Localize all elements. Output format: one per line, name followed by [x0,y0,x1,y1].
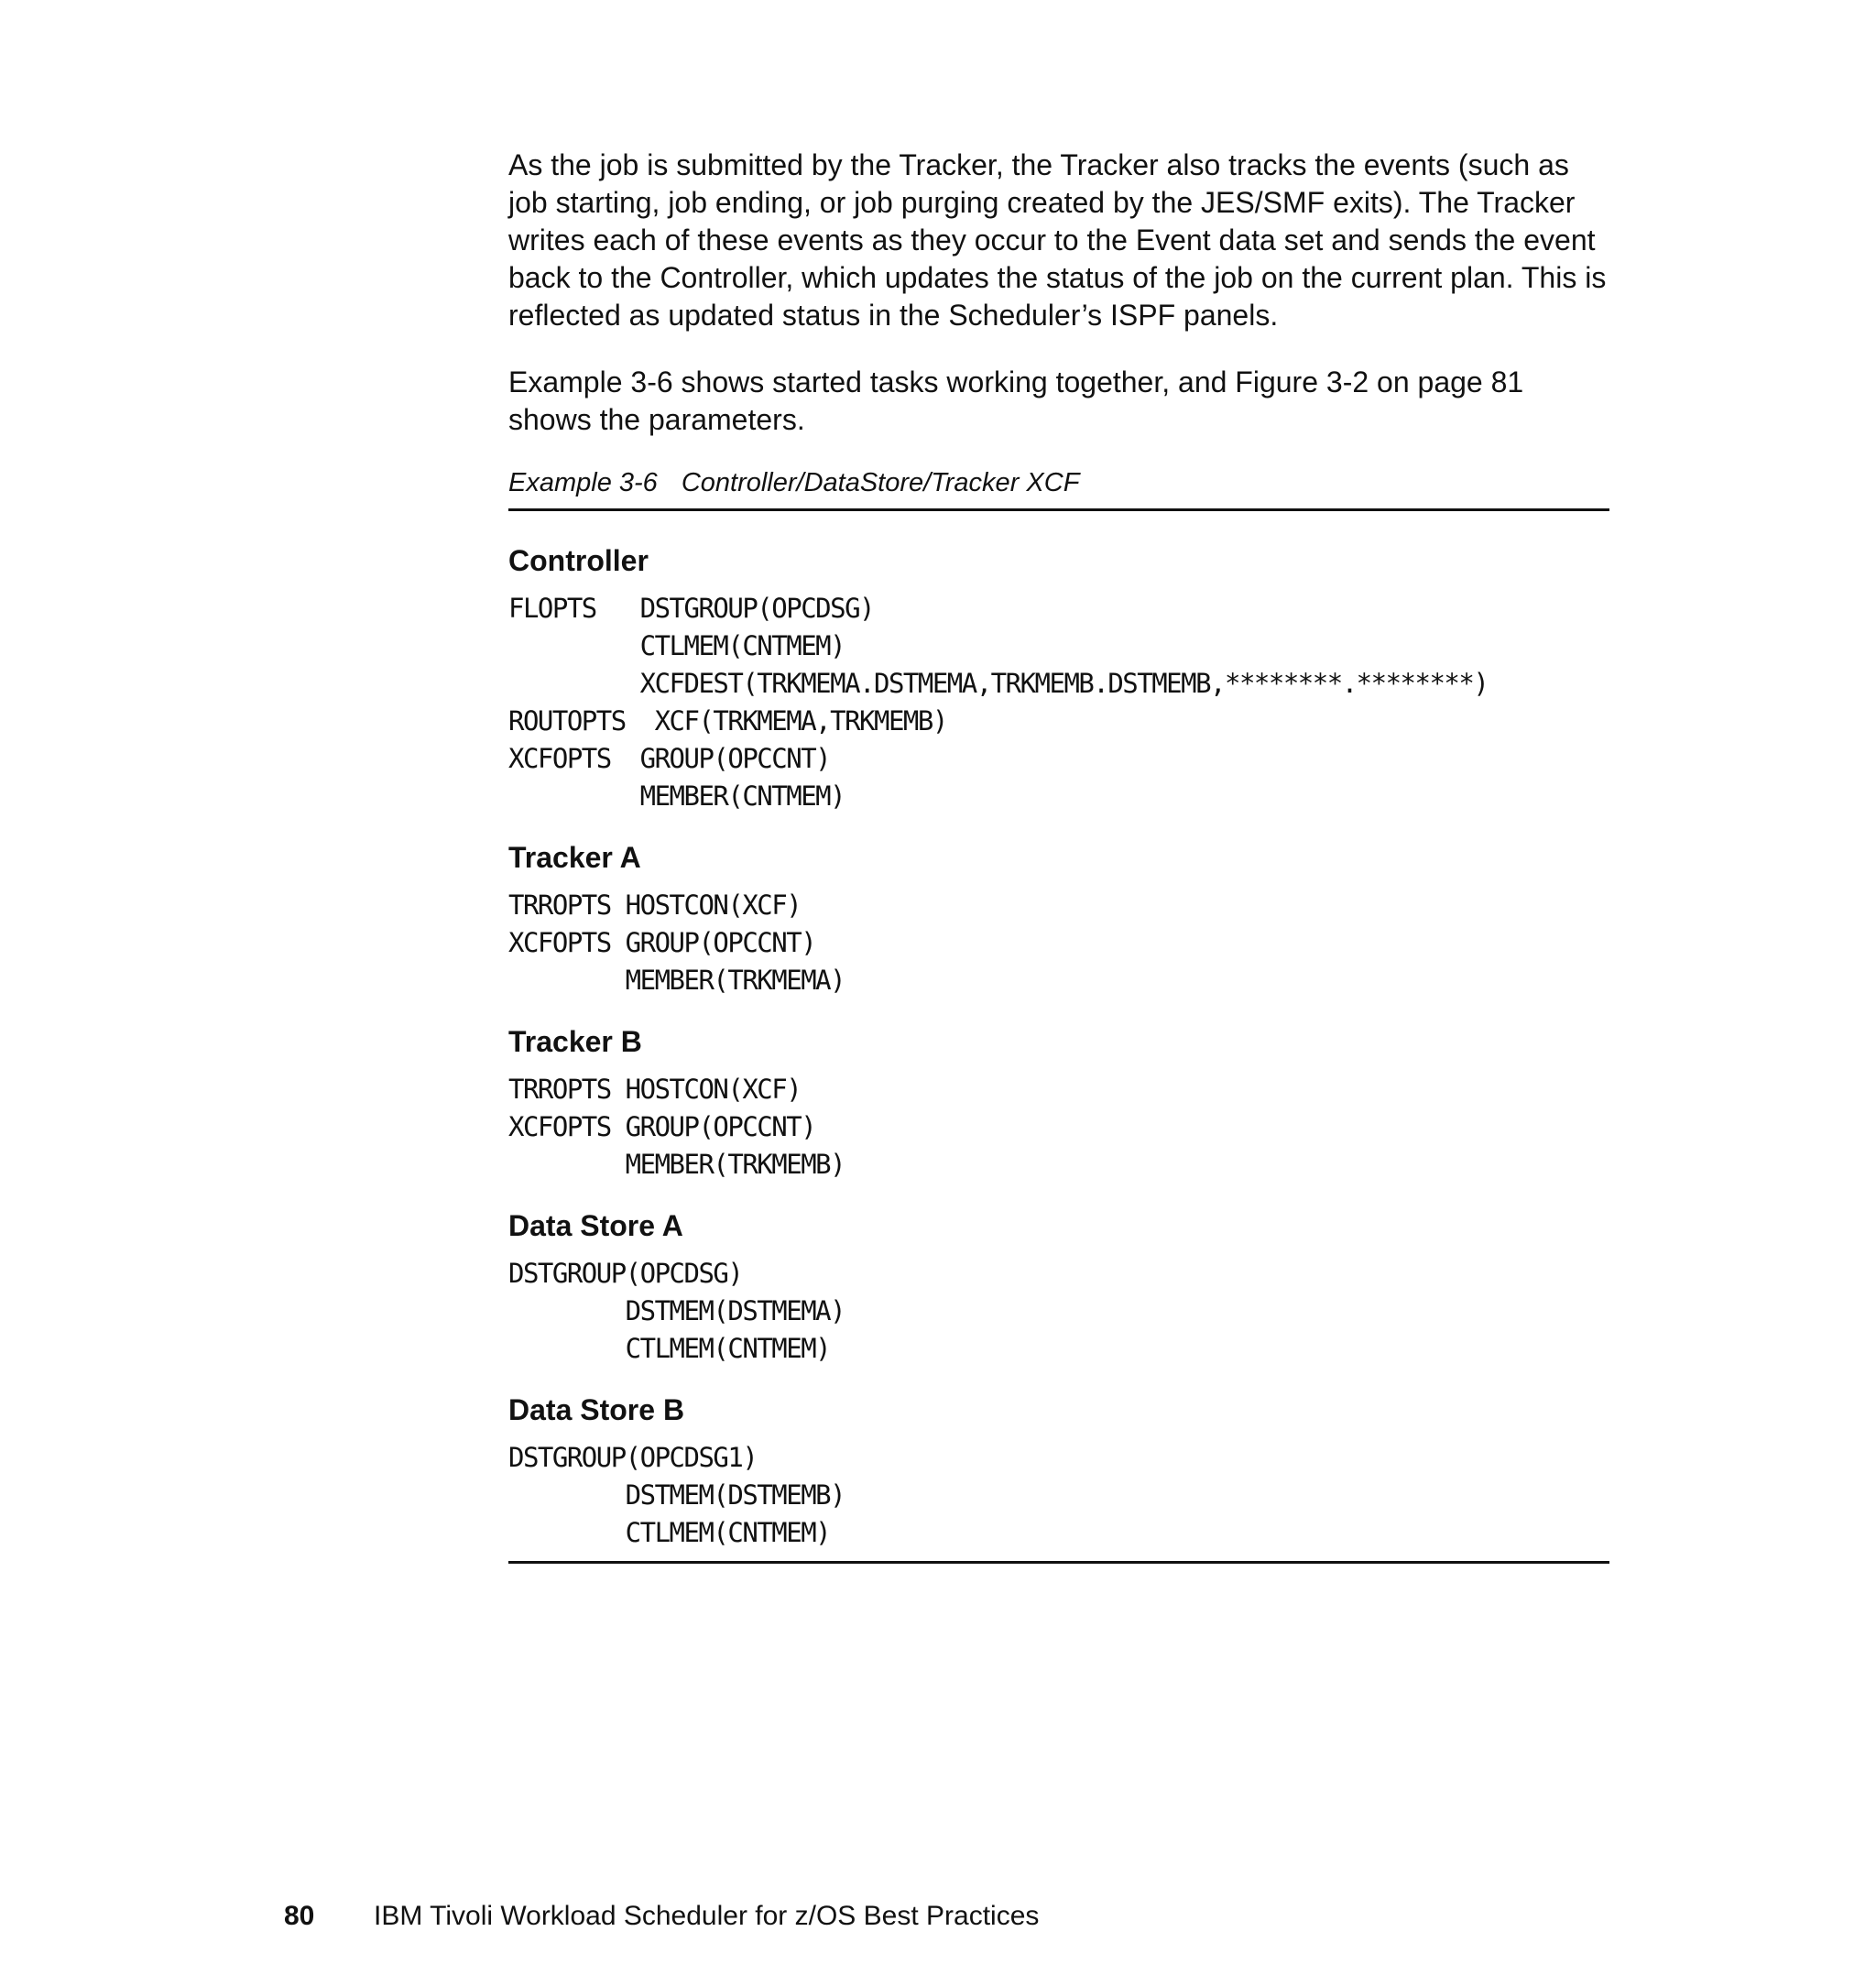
code-block-tracker-b: TRROPTS HOSTCON(XCF) XCFOPTS GROUP(OPCCNT) MEMBER(TRKMEMB) [508,1074,845,1180]
section-heading-tracker-a: Tracker A [508,841,641,874]
section-heading-data-store-b: Data Store B [508,1393,685,1426]
code-block-data-store-b: DSTGROUP(OPCDSG1) DSTMEM(DSTMEMB) CTLMEM(CNTMEM) [508,1442,845,1548]
example-body [508,511,1609,1564]
code-block-controller: FLOPTS DSTGROUP(OPCDSG) CTLMEM(CNTMEM) XCFDEST(TRKMEMA.DSTMEMA,TRKMEMB.DSTMEMB,********.********) ROUTOPTS XCF(TRKMEMA,TRKMEMB) XCFOPTS GROUP(OPCCNT) MEMBER(CNTMEM) [508,593,1489,812]
section-heading-tracker-b: Tracker B [508,1025,642,1058]
code-block-tracker-a: TRROPTS HOSTCON(XCF) XCFOPTS GROUP(OPCCNT) MEMBER(TRKMEMA) [508,889,845,996]
section-heading-controller: Controller [508,544,649,577]
book-title: IBM Tivoli Workload Scheduler for z/OS Best Practices [374,1901,1040,1931]
example-title: Controller/DataStore/Tracker XCF [681,468,1080,497]
page-footer [284,1898,1039,1935]
example-caption [508,464,1609,511]
code-block-data-store-a: DSTGROUP(OPCDSG) DSTMEM(DSTMEMA) CTLMEM(CNTMEM) [508,1258,845,1364]
page-number: 80 [284,1901,315,1931]
body-paragraph: Example 3-6 shows started tasks working together, and Figure 3-2 on page 81 shows the parameters. [508,366,1524,436]
example-number: Example 3-6 [508,468,658,497]
body-paragraph: As the job is submitted by the Tracker, the Tracker also tracks the events (such as job starting, job ending, or job purging created by the JES/SMF exits). The Tracker writes each of these events as they occur to the Event data set and sends the event back to the Controller, which updates the status of the job on the current plan. This is reflected as updated status in the Scheduler’s ISPF panels. [508,148,1607,332]
section-heading-data-store-a: Data Store A [508,1209,683,1242]
page-content [508,147,1609,1564]
